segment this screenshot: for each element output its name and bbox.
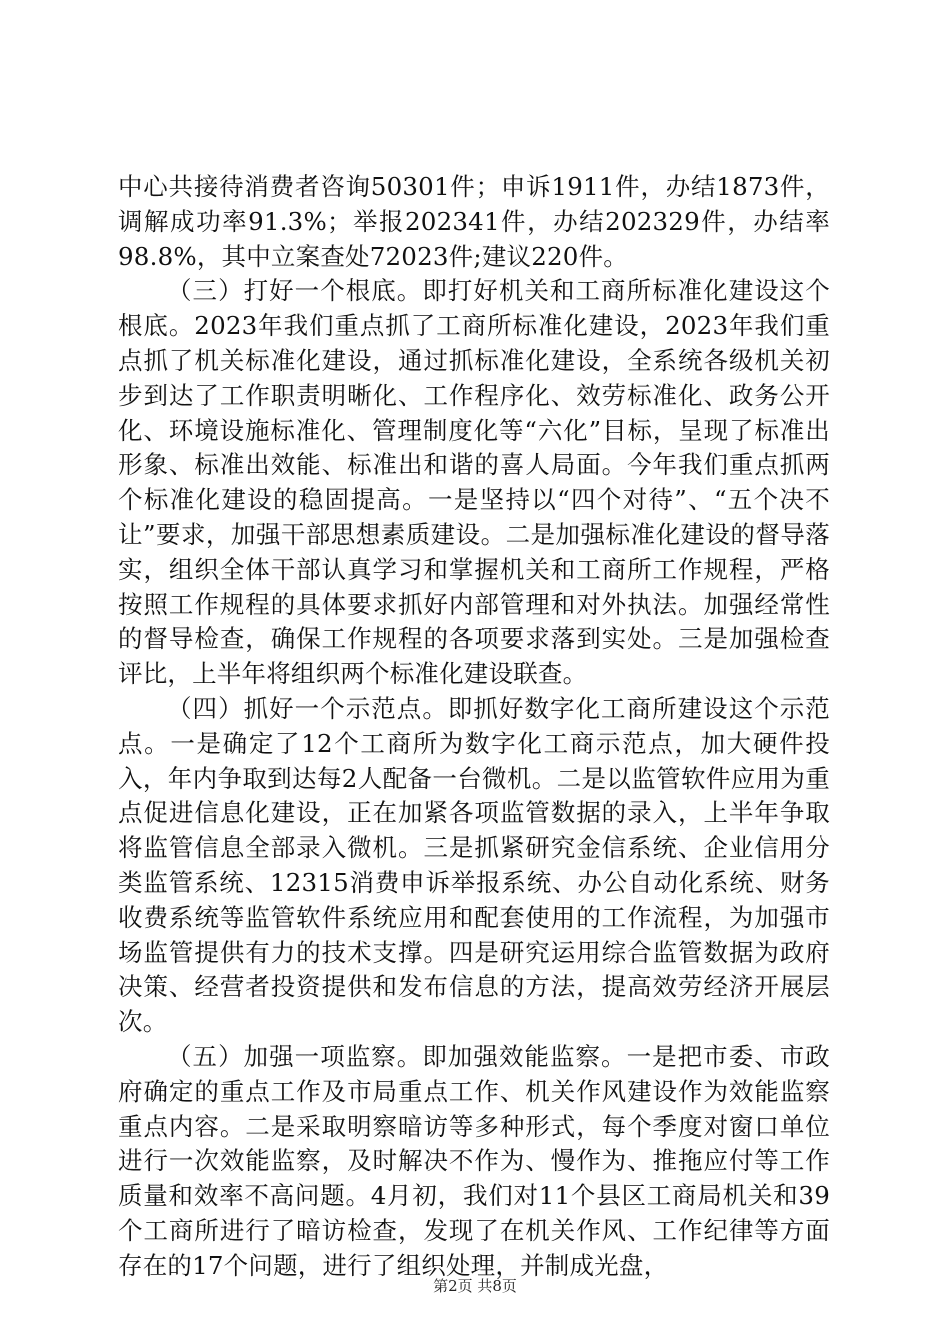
paragraph-continuation: 中心共接待消费者咨询50301件；申诉1911件，办结1873件，调解成功率91.3%；举报202341件，办结202329件，办结率98.8%，其中立案查处72023件;建议220件。	[118, 172, 830, 271]
paragraph-section-3: （三）打好一个根底。即打好机关和工商所标准化建设这个根底。2023年我们重点抓了工商所标准化建设，2023年我们重点抓了机关标准化建设，通过抓标准化建设，全系统各级机关初步到达了工作职责明晰化、工作程序化、效劳标准化、政务公开化、环境设施标准化、管理制度化等“六化”目标，呈现了标准出形象、标准出效能、标准出和谐的喜人局面。今年我们重点抓两个标准化建设的稳固提高。一是坚持以“四个对待”、“五个决不让”要求，加强干部思想素质建设。二是加强标准化建设的督导落实，组织全体干部认真学习和掌握机关和工商所工作规程，严格按照工作规程的具体要求抓好内部管理和对外执法。加强经常性的督导检查，确保工作规程的各项要求落到实处。三是加强检查评比，上半年将组织两个标准化建设联查。	[118, 276, 830, 689]
paragraph-section-4: （四）抓好一个示范点。即抓好数字化工商所建设这个示范点。一是确定了12个工商所为数字化工商示范点，加大硬件投入，年内争取到达每2人配备一台微机。二是以监管软件应用为重点促进信息化建设，正在加紧各项监管数据的录入，上半年争取将监管信息全部录入微机。三是抓紧研究金信系统、企业信用分类监管系统、12315消费申诉举报系统、办公自动化系统、财务收费系统等监管软件系统应用和配套使用的工作流程，为加强市场监管提供有力的技术支撑。四是研究运用综合监管数据为政府决策、经营者投资提供和发布信息的方法，提高效劳经济开展层次。	[118, 693, 830, 1037]
document-body	[118, 170, 830, 1284]
page-number: 第2页 共8页	[433, 1277, 517, 1295]
page-footer	[0, 1275, 950, 1296]
paragraph-section-5: （五）加强一项监察。即加强效能监察。一是把市委、市政府确定的重点工作及市局重点工作、机关作风建设作为效能监察重点内容。二是采取明察暗访等多种形式，每个季度对窗口单位进行一次效能监察，及时解决不作为、慢作为、推拖应付等工作质量和效率不高问题。4月初，我们对11个县区工商局机关和39个工商所进行了暗访检查，发现了在机关作风、工作纪律等方面存在的17个问题，进行了组织处理，并制成光盘，	[118, 1041, 830, 1280]
